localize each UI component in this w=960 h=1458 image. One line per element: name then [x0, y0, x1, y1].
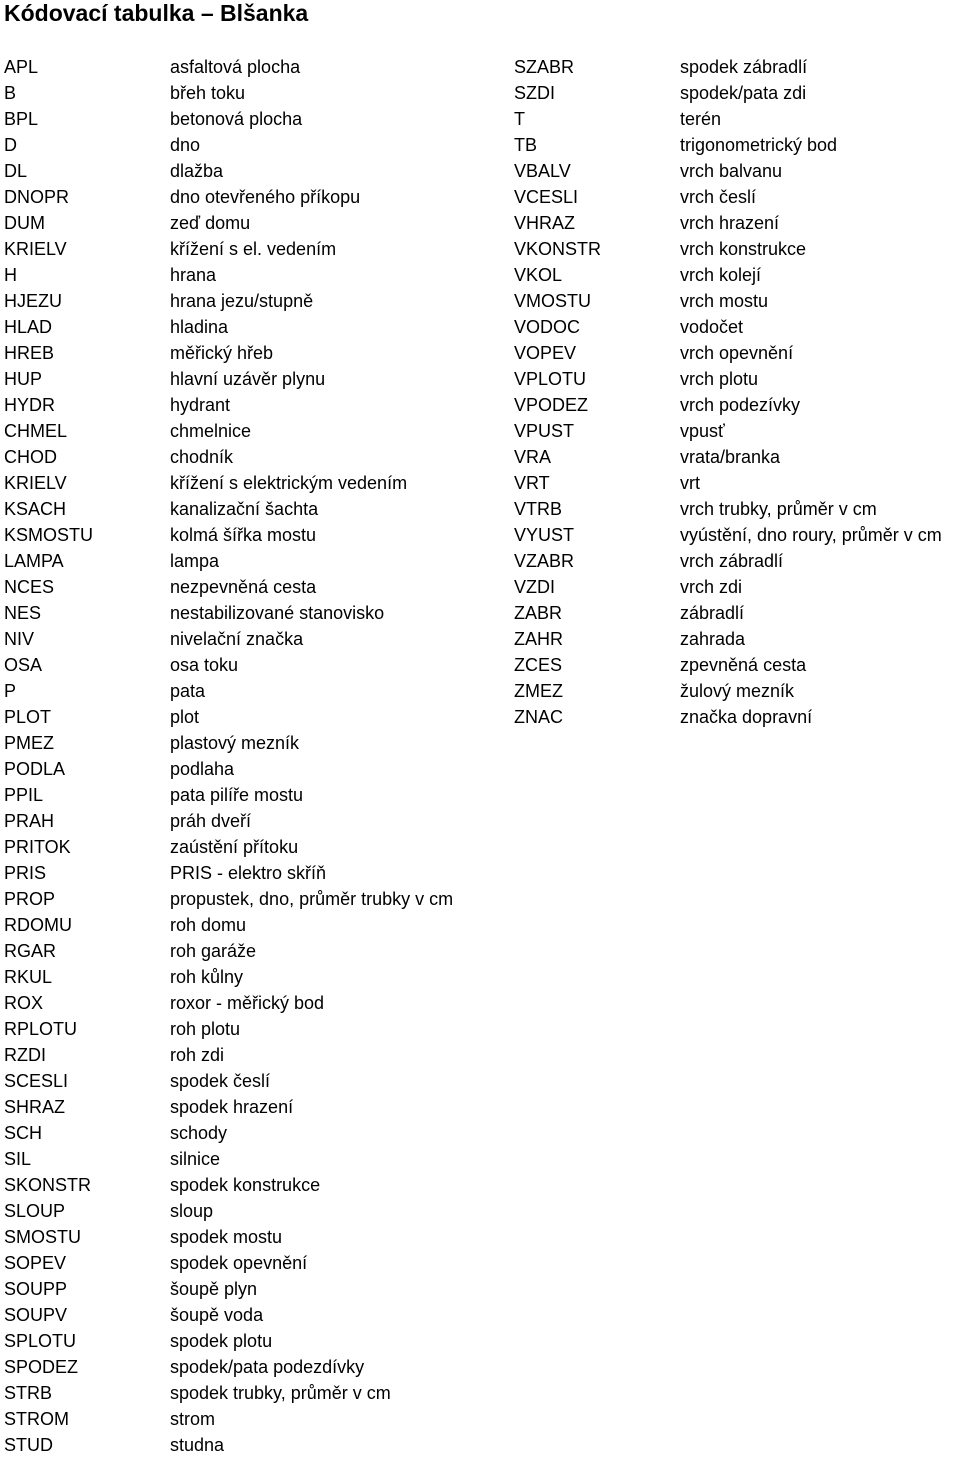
description-cell: pata — [170, 681, 206, 701]
description-cell: spodek česlí — [170, 1071, 271, 1091]
table-row — [0, 262, 960, 288]
description-cell: spodek/pata zdi — [680, 83, 807, 103]
description-cell: chmelnice — [170, 421, 252, 441]
table-row — [0, 730, 960, 756]
code-cell: NIV — [4, 629, 35, 649]
table-row — [0, 392, 960, 418]
description-cell: osa toku — [170, 655, 239, 675]
description-cell: hrana — [170, 265, 217, 285]
code-cell: SIL — [4, 1149, 32, 1169]
table-row — [0, 808, 960, 834]
description-cell: spodek/pata podezdívky — [170, 1357, 365, 1377]
code-cell: RZDI — [4, 1045, 46, 1065]
description-cell: vrch zábradlí — [680, 551, 784, 571]
code-cell: ZAHR — [514, 629, 563, 649]
table-row — [0, 782, 960, 808]
code-cell: VCESLI — [514, 187, 579, 207]
code-cell: ZNAC — [514, 707, 563, 727]
description-cell: vrch opevnění — [680, 343, 794, 363]
table-row — [0, 1380, 960, 1406]
description-cell: žulový mezník — [680, 681, 795, 701]
description-cell: dlažba — [170, 161, 224, 181]
code-cell: OSA — [4, 655, 43, 675]
description-cell: vrata/branka — [680, 447, 781, 467]
code-cell: SOUPP — [4, 1279, 68, 1299]
code-cell: SCESLI — [4, 1071, 69, 1091]
table-row — [0, 1094, 960, 1120]
description-cell: trigonometrický bod — [680, 135, 838, 155]
code-cell: P — [4, 681, 17, 701]
code-cell: CHOD — [4, 447, 57, 467]
description-cell: zpevněná cesta — [680, 655, 807, 675]
table-row — [0, 236, 960, 262]
description-cell: plot — [170, 707, 200, 727]
description-cell: křížení s el. vedením — [170, 239, 337, 259]
description-cell: zaústění přítoku — [170, 837, 299, 857]
code-cell: KSACH — [4, 499, 67, 519]
description-cell: zahrada — [680, 629, 746, 649]
description-cell: šoupě plyn — [170, 1279, 258, 1299]
code-cell: RGAR — [4, 941, 57, 961]
table-row — [0, 548, 960, 574]
description-cell: zábradlí — [680, 603, 745, 623]
description-cell: spodek opevnění — [170, 1253, 308, 1273]
description-cell: nezpevněná cesta — [170, 577, 317, 597]
code-cell: B — [4, 83, 17, 103]
description-cell: dno otevřeného příkopu — [170, 187, 361, 207]
description-cell: hladina — [170, 317, 229, 337]
code-cell: VKOL — [514, 265, 563, 285]
code-cell: NES — [4, 603, 42, 623]
code-cell: PROP — [4, 889, 56, 909]
code-cell: ROX — [4, 993, 44, 1013]
table-row — [0, 158, 960, 184]
table-row — [0, 964, 960, 990]
description-cell: břeh toku — [170, 83, 246, 103]
description-cell: strom — [170, 1409, 215, 1429]
table-row — [0, 340, 960, 366]
description-cell: vrt — [680, 473, 700, 493]
description-cell: schody — [170, 1123, 228, 1143]
description-cell: nestabilizované stanovisko — [170, 603, 385, 623]
description-cell: chodník — [170, 447, 234, 467]
code-cell: SPODEZ — [4, 1357, 79, 1377]
description-cell: vrch česlí — [680, 187, 757, 207]
description-cell: roh domu — [170, 915, 247, 935]
description-cell: roh zdi — [170, 1045, 225, 1065]
code-cell: SZDI — [514, 83, 556, 103]
table-row — [0, 938, 960, 964]
page-title: Kódovací tabulka – Blšanka — [4, 0, 309, 26]
table-row — [0, 600, 960, 626]
description-cell: studna — [170, 1435, 225, 1455]
description-cell: podlaha — [170, 759, 235, 779]
table-row — [0, 210, 960, 236]
description-cell: vyústění, dno roury, průměr v cm — [680, 525, 942, 545]
table-row — [0, 678, 960, 704]
code-cell: STROM — [4, 1409, 69, 1429]
description-cell: sloup — [170, 1201, 214, 1221]
code-cell: VKONSTR — [514, 239, 602, 259]
table-row — [0, 704, 960, 730]
description-cell: roh garáže — [170, 941, 257, 961]
table-row — [0, 522, 960, 548]
table-row — [0, 1328, 960, 1354]
table-row — [0, 912, 960, 938]
code-cell: LAMPA — [4, 551, 64, 571]
table-row — [0, 1120, 960, 1146]
code-cell: SPLOTU — [4, 1331, 77, 1351]
code-cell: HREB — [4, 343, 55, 363]
table-row — [0, 418, 960, 444]
code-cell: VYUST — [514, 525, 575, 545]
table-row — [0, 1042, 960, 1068]
code-cell: T — [514, 109, 525, 129]
code-cell: DNOPR — [4, 187, 70, 207]
code-cell: DL — [4, 161, 28, 181]
description-cell: propustek, dno, průměr trubky v cm — [170, 889, 454, 909]
description-cell: roh plotu — [170, 1019, 241, 1039]
code-cell: VOPEV — [514, 343, 577, 363]
description-cell: terén — [680, 109, 722, 129]
table-row — [0, 574, 960, 600]
code-cell: PRAH — [4, 811, 55, 831]
code-cell: SLOUP — [4, 1201, 66, 1221]
description-cell: nivelační značka — [170, 629, 304, 649]
code-cell: SOUPV — [4, 1305, 68, 1325]
description-cell: měřický hřeb — [170, 343, 274, 363]
description-cell: spodek mostu — [170, 1227, 283, 1247]
description-cell: kolmá šířka mostu — [170, 525, 317, 545]
code-cell: VPUST — [514, 421, 575, 441]
description-cell: vrch kolejí — [680, 265, 762, 285]
code-cell: ZCES — [514, 655, 563, 675]
code-cell: STUD — [4, 1435, 53, 1455]
table-row — [0, 1302, 960, 1328]
table-row — [0, 470, 960, 496]
description-cell: vrch trubky, průměr v cm — [680, 499, 877, 519]
code-cell: SZABR — [514, 57, 575, 77]
table-row — [0, 626, 960, 652]
description-cell: vrch balvanu — [680, 161, 783, 181]
table-row — [0, 1146, 960, 1172]
description-cell: vrch hrazení — [680, 213, 780, 233]
table-row — [0, 496, 960, 522]
description-cell: vodočet — [680, 317, 744, 337]
description-cell: pata pilíře mostu — [170, 785, 304, 805]
description-cell: spodek hrazení — [170, 1097, 294, 1117]
description-cell: vrch konstrukce — [680, 239, 807, 259]
code-cell: KRIELV — [4, 239, 67, 259]
table-row — [0, 1016, 960, 1042]
code-cell: VZDI — [514, 577, 556, 597]
table-row — [0, 314, 960, 340]
description-cell: asfaltová plocha — [170, 57, 301, 77]
code-cell: VBALV — [514, 161, 571, 181]
description-cell: šoupě voda — [170, 1305, 264, 1325]
table-row — [0, 1250, 960, 1276]
code-cell: CHMEL — [4, 421, 68, 441]
description-cell: dno — [170, 135, 201, 155]
table-row — [0, 1276, 960, 1302]
description-cell: hydrant — [170, 395, 231, 415]
code-cell: H — [4, 265, 17, 285]
table-row — [0, 834, 960, 860]
description-cell: PRIS - elektro skříň — [170, 863, 327, 883]
table-row — [0, 184, 960, 210]
code-cell: RDOMU — [4, 915, 72, 935]
description-cell: hlavní uzávěr plynu — [170, 369, 326, 389]
table-row — [0, 1198, 960, 1224]
table-row — [0, 1172, 960, 1198]
table-row — [0, 1224, 960, 1250]
description-cell: značka dopravní — [680, 707, 813, 727]
table-row — [0, 106, 960, 132]
description-cell: křížení s elektrickým vedením — [170, 473, 408, 493]
description-cell: roh kůlny — [170, 967, 244, 987]
description-cell: roxor - měřický bod — [170, 993, 325, 1013]
table-row — [0, 756, 960, 782]
table-row — [0, 288, 960, 314]
code-cell: RPLOTU — [4, 1019, 78, 1039]
code-cell: BPL — [4, 109, 39, 129]
code-cell: VHRAZ — [514, 213, 576, 233]
table-row — [0, 860, 960, 886]
description-cell: zeď domu — [170, 213, 251, 233]
table-row — [0, 886, 960, 912]
description-cell: vrch zdi — [680, 577, 743, 597]
code-cell: STRB — [4, 1383, 53, 1403]
table-row — [0, 1068, 960, 1094]
code-cell: SHRAZ — [4, 1097, 66, 1117]
code-cell: VTRB — [514, 499, 563, 519]
code-cell: KRIELV — [4, 473, 67, 493]
code-cell: VPLOTU — [514, 369, 587, 389]
table-row — [0, 366, 960, 392]
code-cell: VMOSTU — [514, 291, 592, 311]
table-row — [0, 1354, 960, 1380]
description-cell: vpusť — [680, 421, 725, 441]
code-cell: TB — [514, 135, 538, 155]
table-row — [0, 80, 960, 106]
code-cell: APL — [4, 57, 39, 77]
code-cell: NCES — [4, 577, 55, 597]
code-cell: PRIS — [4, 863, 47, 883]
code-cell: HJEZU — [4, 291, 62, 311]
code-cell: PODLA — [4, 759, 66, 779]
code-cell: SCH — [4, 1123, 43, 1143]
code-cell: PLOT — [4, 707, 52, 727]
code-cell: VRA — [514, 447, 552, 467]
description-cell: vrch podezívky — [680, 395, 801, 415]
code-cell: D — [4, 135, 17, 155]
code-cell: PMEZ — [4, 733, 55, 753]
code-cell: DUM — [4, 213, 45, 233]
description-cell: silnice — [170, 1149, 221, 1169]
table-row — [0, 444, 960, 470]
description-cell: kanalizační šachta — [170, 499, 319, 519]
code-cell: SMOSTU — [4, 1227, 82, 1247]
code-cell: ZABR — [514, 603, 563, 623]
code-cell: VZABR — [514, 551, 575, 571]
description-cell: vrch plotu — [680, 369, 759, 389]
code-cell: VPODEZ — [514, 395, 589, 415]
code-cell: SOPEV — [4, 1253, 67, 1273]
description-cell: spodek konstrukce — [170, 1175, 321, 1195]
code-cell: RKUL — [4, 967, 53, 987]
table-row — [0, 54, 960, 80]
description-cell: práh dveří — [170, 811, 252, 831]
code-cell: HUP — [4, 369, 43, 389]
code-cell: PRITOK — [4, 837, 71, 857]
code-cell: ZMEZ — [514, 681, 563, 701]
description-cell: lampa — [170, 551, 220, 571]
code-cell: SKONSTR — [4, 1175, 92, 1195]
code-cell: KSMOSTU — [4, 525, 94, 545]
code-cell: VODOC — [514, 317, 581, 337]
code-cell: HYDR — [4, 395, 56, 415]
code-table — [0, 54, 960, 1458]
code-cell: HLAD — [4, 317, 53, 337]
code-cell: VRT — [514, 473, 550, 493]
description-cell: betonová plocha — [170, 109, 303, 129]
table-row — [0, 1406, 960, 1432]
description-cell: plastový mezník — [170, 733, 300, 753]
table-row — [0, 990, 960, 1016]
table-row — [0, 652, 960, 678]
code-cell: PPIL — [4, 785, 44, 805]
description-cell: vrch mostu — [680, 291, 769, 311]
description-cell: spodek zábradlí — [680, 57, 808, 77]
description-cell: spodek trubky, průměr v cm — [170, 1383, 391, 1403]
table-row — [0, 1432, 960, 1458]
description-cell: hrana jezu/stupně — [170, 291, 314, 311]
table-row — [0, 132, 960, 158]
description-cell: spodek plotu — [170, 1331, 273, 1351]
